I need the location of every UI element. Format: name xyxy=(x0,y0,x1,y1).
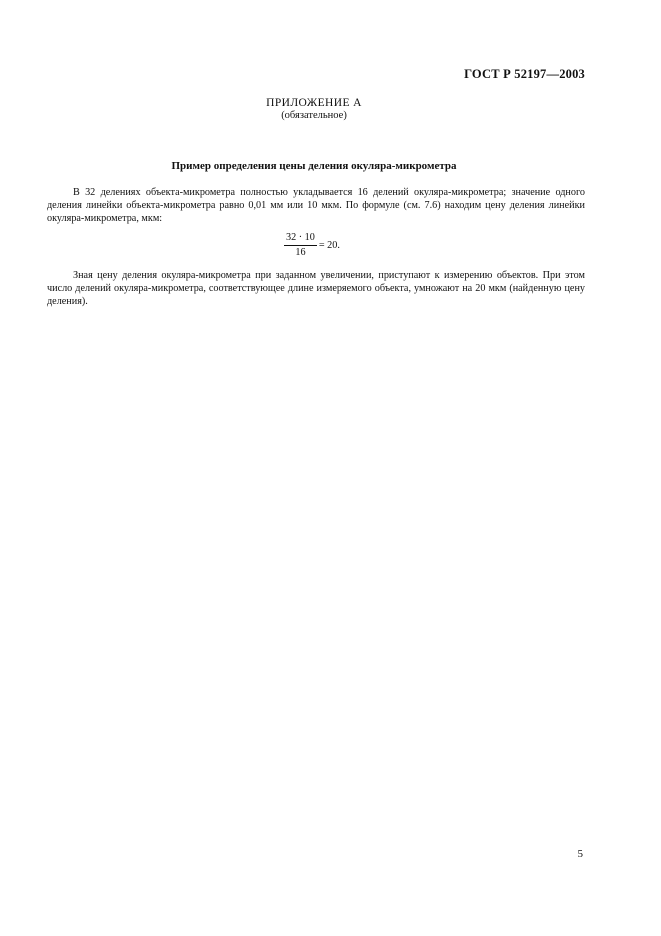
formula-fraction xyxy=(284,232,317,259)
formula xyxy=(284,232,340,259)
page-number: 5 xyxy=(577,848,583,860)
standard-designation: ГОСТ Р 52197—2003 xyxy=(464,67,585,81)
section-title: Пример определения цены деления окуляра-микрометра xyxy=(171,160,457,172)
appendix-title: ПРИЛОЖЕНИЕ А xyxy=(266,97,362,109)
formula-result: = 20. xyxy=(318,240,340,251)
appendix-status: (обязательное) xyxy=(281,110,347,121)
formula-numerator: 32 · 10 xyxy=(284,232,317,246)
paragraph-2: Зная цену деления окуляра-микрометра при заданном увеличении, приступают к измерению объектов. При этом число делений окуляра-микрометра, соответствующее длине измеряемого объекта, умножают на 20 мкм (найденную цену деления). xyxy=(47,270,585,308)
paragraph-1: В 32 делениях объекта-микрометра полностью укладывается 16 делений окуляра-микрометра; значение одного деления линейки объекта-микрометра равно 0,01 мм или 10 мкм. По формуле (см. 7.6) находим цену деления линейки окуляра-микрометра, мкм: xyxy=(47,187,585,225)
formula-denominator: 16 xyxy=(295,247,306,258)
